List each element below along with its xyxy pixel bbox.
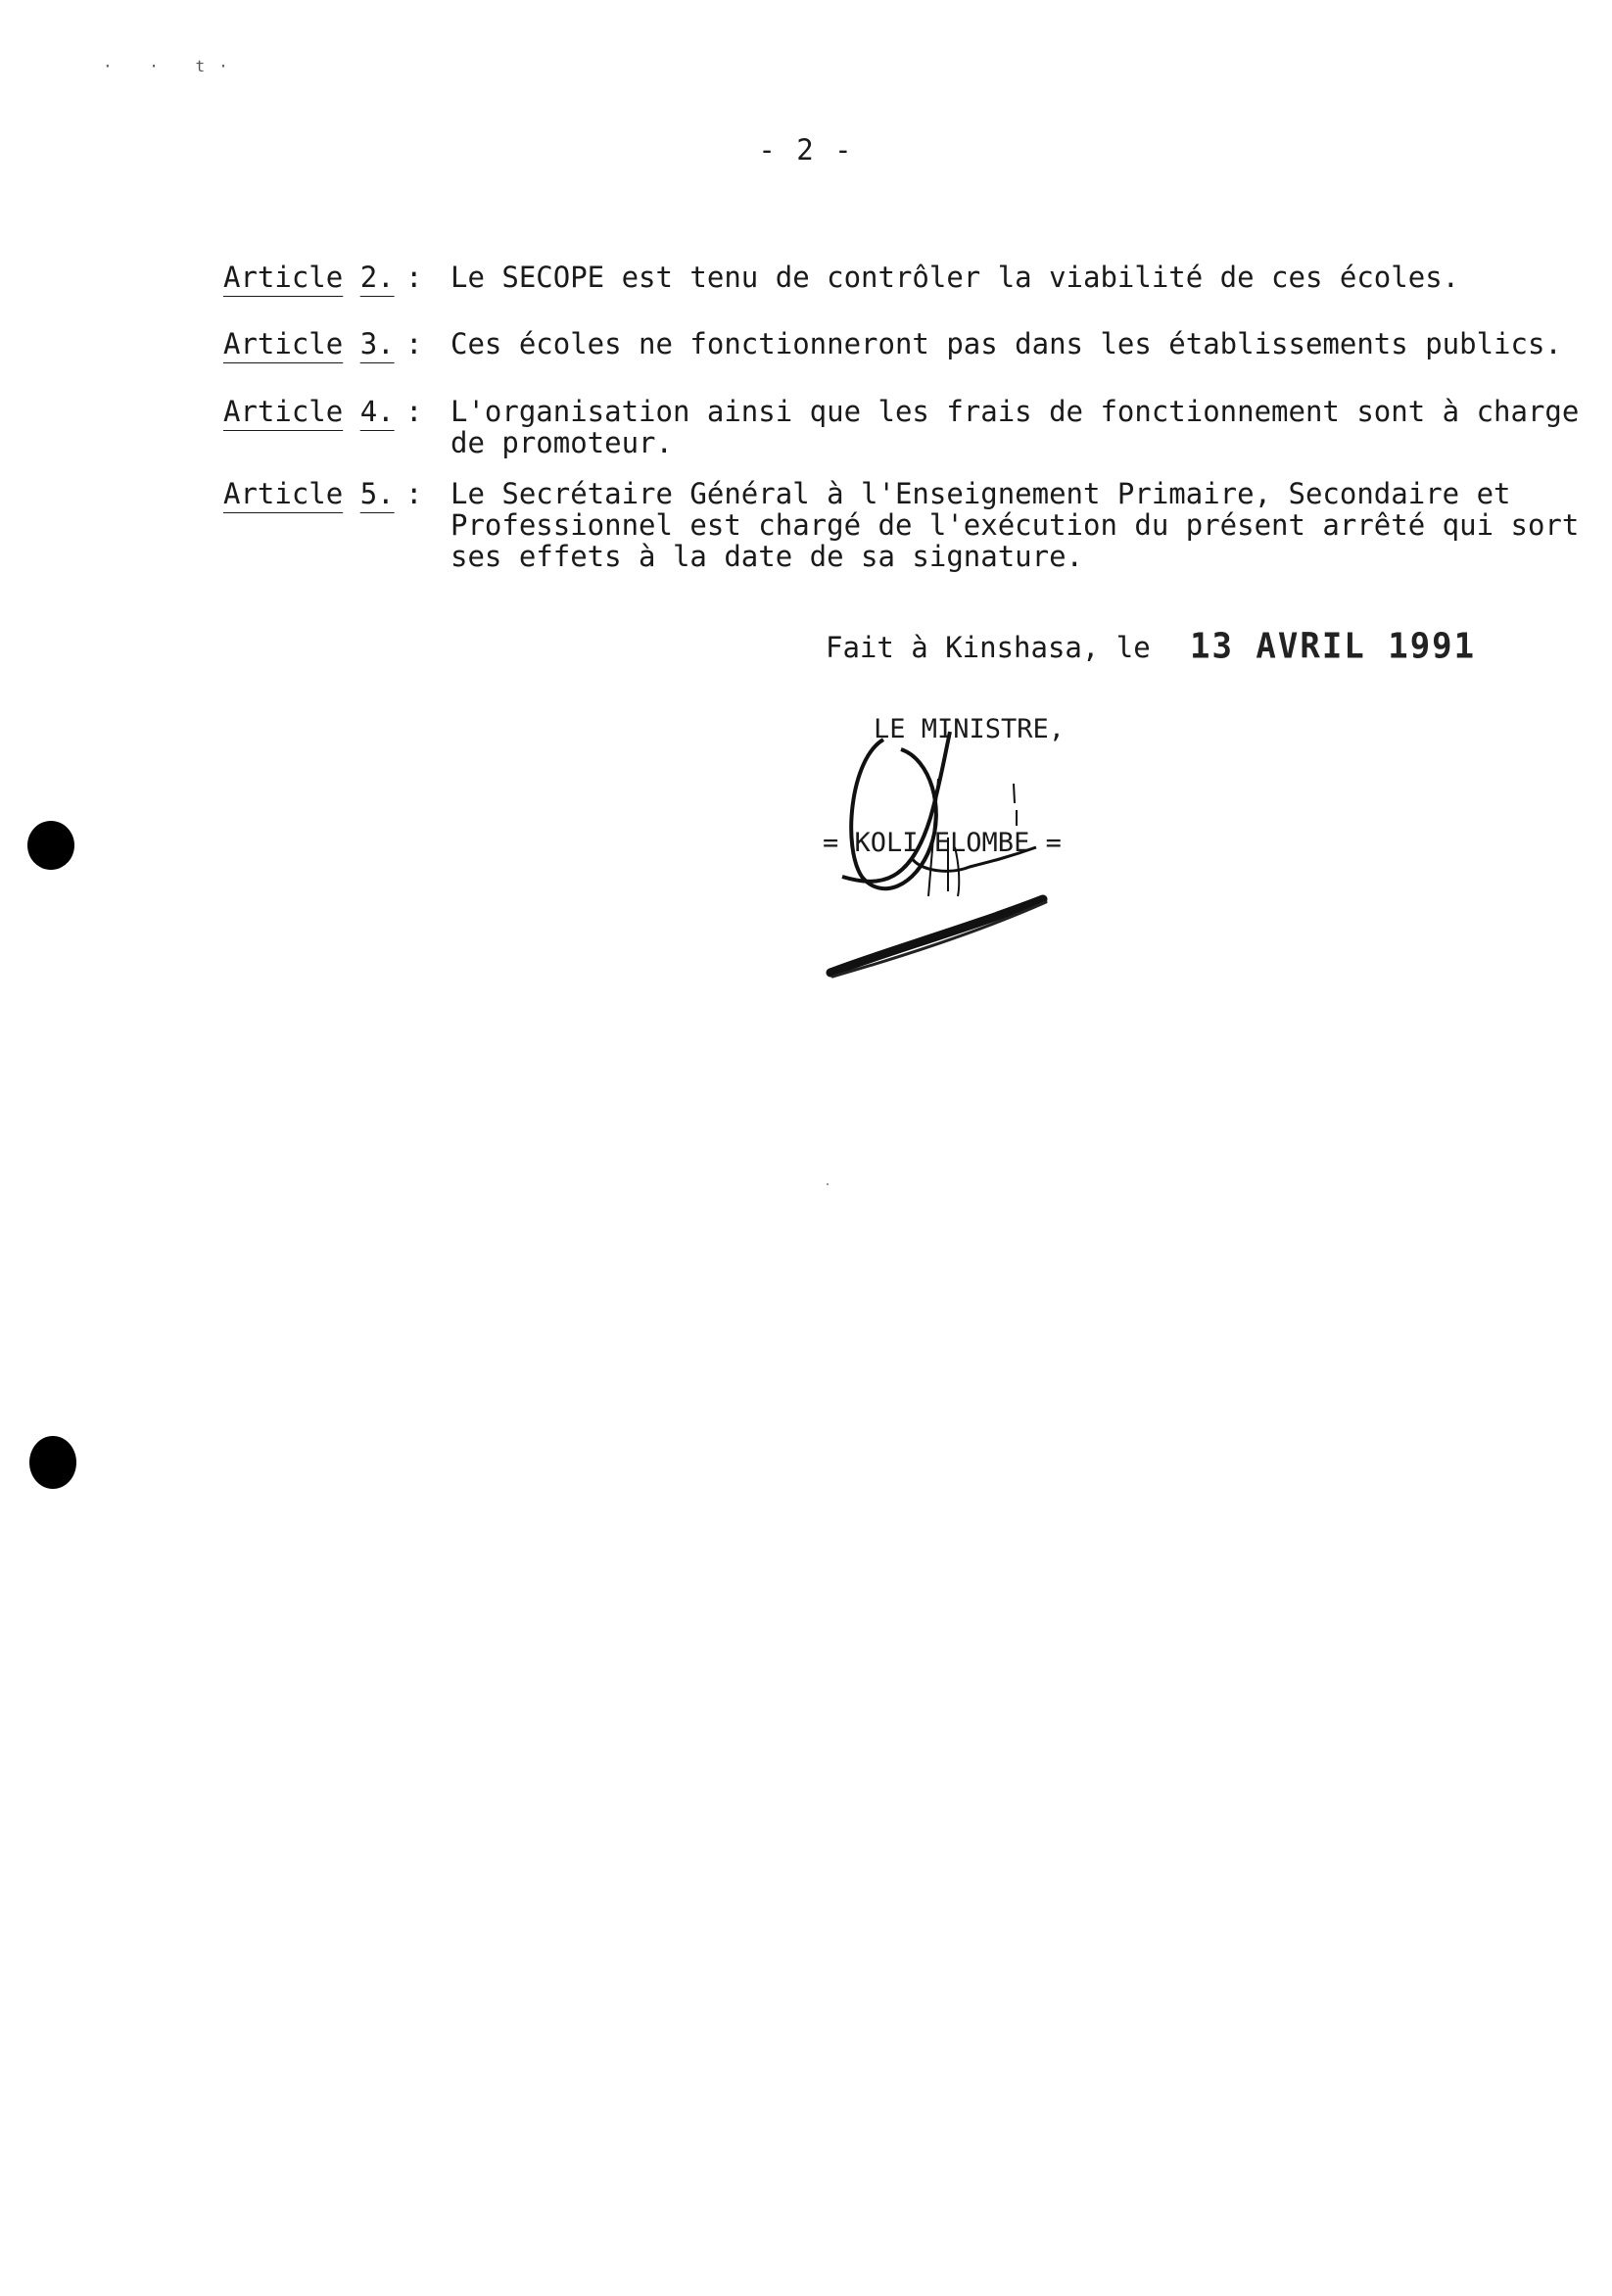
corner-marks: · · t· (103, 57, 242, 75)
article-colon: : (405, 477, 423, 510)
article-number: 3. (359, 327, 395, 360)
page-number: - 2 - (758, 133, 854, 167)
article-text: Le Secrétaire Général à l'Enseignement Primaire, Secondaire et Professionnel est chargé de l'exécution du présent arrêté qui sort ses effets à la date de sa signature. (450, 477, 1580, 573)
article-number: 2. (359, 261, 395, 294)
paper-speck (827, 1183, 829, 1185)
ink-blot (27, 821, 74, 870)
signatory-name: = KOLI ELOMBE = (823, 828, 1062, 858)
signature-block (823, 700, 1116, 994)
signatory-title: LE MINISTRE, (874, 714, 1066, 744)
article-word: Article (223, 477, 344, 510)
article-text: L'organisation ainsi que les frais de fonctionnement sont à charge de promoteur. (450, 395, 1580, 459)
article-colon: : (405, 395, 423, 428)
place-date: Fait à Kinshasa, le (826, 631, 1151, 664)
article-word: Article (223, 327, 344, 360)
date-stamp: 13 AVRIL 1991 (1190, 626, 1477, 667)
ink-blot (29, 1436, 76, 1489)
article-text: Le SECOPE est tenu de contrôler la viabilité de ces écoles. (450, 261, 1460, 294)
article-word: Article (223, 261, 344, 294)
article-number: 4. (359, 395, 395, 428)
article-label (223, 478, 395, 509)
article-colon: : (405, 261, 423, 294)
article-label (223, 396, 395, 427)
article-colon: : (405, 327, 423, 360)
article-label (223, 262, 395, 293)
article-word: Article (223, 395, 344, 428)
article-label (223, 328, 395, 359)
article-text: Ces écoles ne fonctionneront pas dans les établissements publics. (450, 327, 1562, 360)
article-number: 5. (359, 477, 395, 510)
handwritten-signature (823, 700, 1116, 994)
